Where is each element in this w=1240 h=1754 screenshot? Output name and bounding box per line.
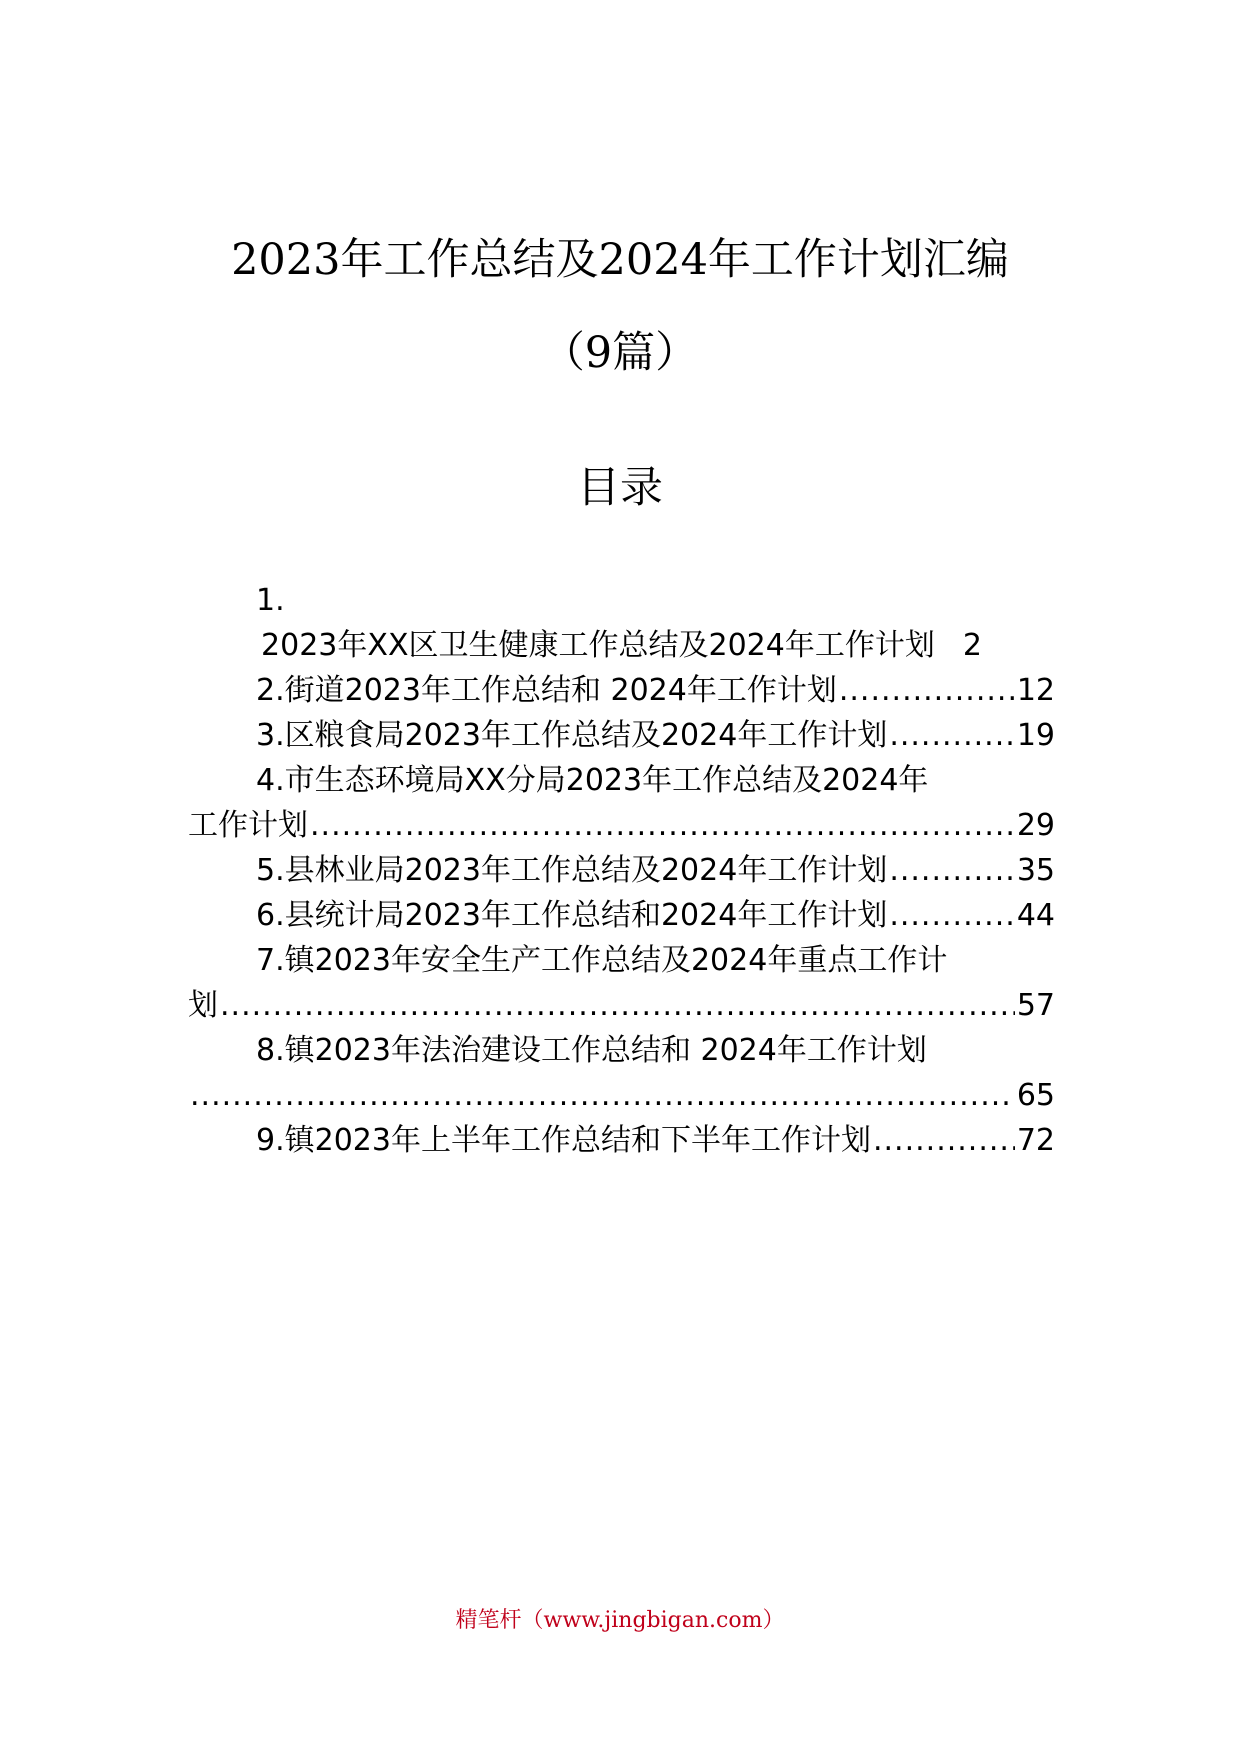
toc-item-7-line1[interactable] — [188, 938, 1055, 983]
toc-item-page: 19 — [1016, 718, 1055, 753]
toc-heading: 目录 — [577, 463, 663, 513]
toc-item-1-number — [188, 578, 1055, 623]
toc-item-title: 6.县统计局2023年工作总结和2024年工作计划 — [256, 898, 888, 933]
footer-watermark: 精笔杆（www.jingbigan.com） — [455, 1608, 785, 1633]
toc-leader-dots — [220, 983, 1015, 1028]
toc-leader-dots — [889, 848, 1014, 893]
document-title-line1: 2023年工作总结及2024年工作计划汇编 — [231, 235, 1009, 285]
toc-item-page: 29 — [1016, 808, 1055, 843]
toc-item-page: 35 — [1016, 853, 1055, 888]
toc-item-8-line1[interactable] — [188, 1028, 1055, 1073]
toc-item-title: 5.县林业局2023年工作总结及2024年工作计划 — [256, 853, 888, 888]
toc-leader-dots — [873, 1118, 1015, 1163]
toc-item-title: 3.区粮食局2023年工作总结及2024年工作计划 — [256, 718, 888, 753]
toc-item-3[interactable] — [188, 713, 1055, 758]
toc-item-title-continued: 划 — [188, 988, 218, 1023]
toc-leader-dots — [839, 668, 1015, 713]
toc-item-title: 8.镇2023年法治建设工作总结和 2024年工作计划 — [256, 1033, 927, 1068]
document-title-line2: （9篇） — [541, 328, 699, 378]
toc-item-6[interactable] — [188, 893, 1055, 938]
toc-item-title: 4.市生态环境局XX分局2023年工作总结及2024年 — [256, 763, 929, 798]
toc-item-title: 2.街道2023年工作总结和 2024年工作计划 — [256, 673, 837, 708]
toc-leader-dots — [889, 893, 1014, 938]
toc-item-2[interactable] — [188, 668, 1055, 713]
toc-item-page: 57 — [1016, 988, 1055, 1023]
toc-item-title-continued: 工作计划 — [188, 808, 308, 843]
toc-leader-dots — [190, 1073, 1015, 1118]
toc-item-9[interactable] — [188, 1118, 1055, 1163]
toc-item-number: 1. — [256, 583, 285, 618]
toc-item-8-line2[interactable] — [188, 1073, 1055, 1118]
toc-item-page: 72 — [1016, 1123, 1055, 1158]
toc-item-7-line2[interactable] — [188, 983, 1055, 1028]
toc-item-title: 2023年XX区卫生健康工作总结及2024年工作计划 — [261, 628, 935, 663]
toc-leader-dots — [889, 713, 1014, 758]
toc-item-5[interactable] — [188, 848, 1055, 893]
toc-item-1[interactable] — [188, 623, 1055, 668]
toc-item-4-line2[interactable] — [188, 803, 1055, 848]
toc-item-page: 44 — [1016, 898, 1055, 933]
toc-item-page: 2 — [962, 628, 982, 663]
toc-item-title: 7.镇2023年安全生产工作总结及2024年重点工作计 — [256, 943, 948, 978]
table-of-contents — [188, 578, 1055, 1163]
toc-item-page: 65 — [1016, 1078, 1055, 1113]
toc-item-title: 9.镇2023年上半年工作总结和下半年工作计划 — [256, 1123, 871, 1158]
toc-leader-dots — [310, 803, 1015, 848]
toc-item-4-line1[interactable] — [188, 758, 1055, 803]
toc-item-page: 12 — [1016, 673, 1055, 708]
